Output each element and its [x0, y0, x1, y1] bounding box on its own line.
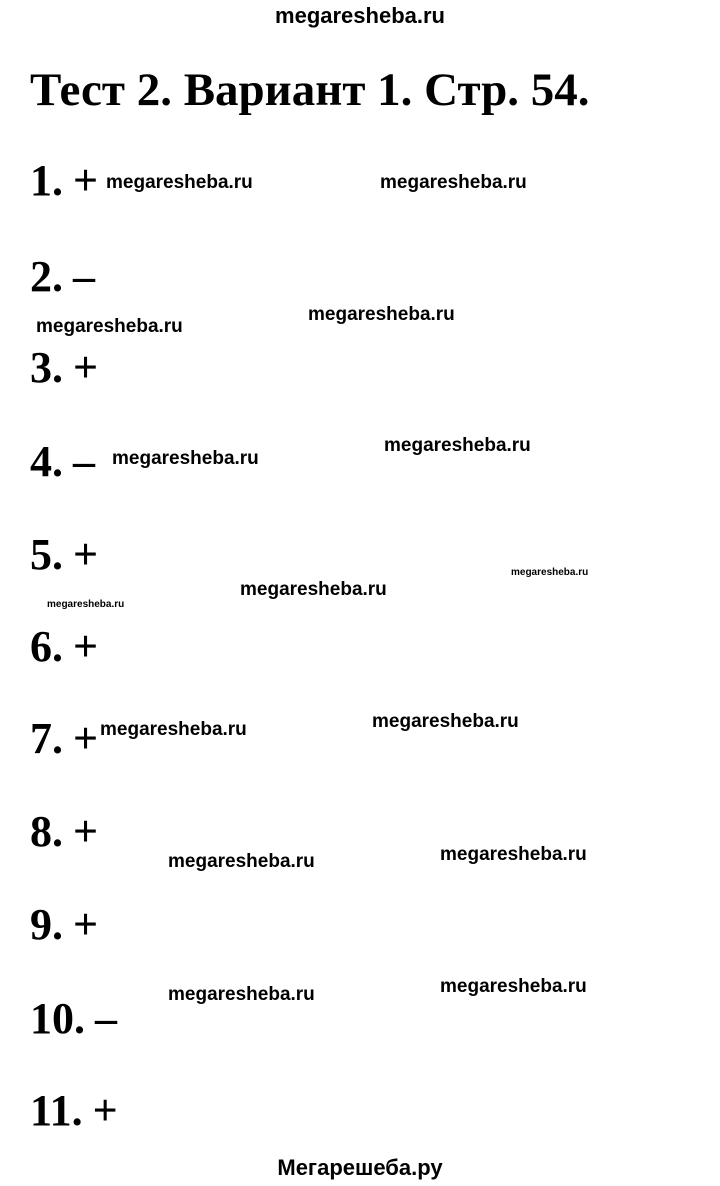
watermark: megaresheba.ru [384, 435, 531, 456]
answer-7 [30, 714, 98, 764]
answer-11 [30, 1086, 118, 1136]
answer-number: 7. [30, 714, 63, 763]
answer-sign: + [73, 900, 99, 949]
answer-3 [30, 343, 98, 393]
answer-2 [30, 252, 95, 302]
answer-4 [30, 437, 95, 487]
answer-number: 2. [30, 252, 63, 301]
answer-5 [30, 530, 98, 580]
watermark: megaresheba.ru [380, 172, 527, 193]
answer-number: 9. [30, 900, 63, 949]
watermark: megaresheba.ru [100, 719, 247, 740]
site-header-watermark: megaresheba.ru [275, 3, 445, 28]
answer-sign: + [92, 1086, 118, 1135]
watermark: megaresheba.ru [106, 172, 253, 193]
answer-number: 5. [30, 530, 63, 579]
watermark: megaresheba.ru [308, 304, 455, 325]
answer-number: 1. [30, 156, 63, 205]
watermark: megaresheba.ru [240, 579, 387, 600]
watermark-small: megaresheba.ru [47, 599, 125, 610]
watermark: megaresheba.ru [168, 984, 315, 1005]
watermark: megaresheba.ru [36, 316, 183, 337]
watermark: megaresheba.ru [440, 976, 587, 997]
answer-8 [30, 807, 98, 857]
answer-10 [30, 994, 117, 1044]
watermark: megaresheba.ru [168, 851, 315, 872]
answer-1 [30, 156, 98, 206]
answer-number: 8. [30, 807, 63, 856]
watermark-small: megaresheba.ru [511, 567, 589, 578]
answer-sign: + [73, 343, 99, 392]
answer-sign: – [73, 252, 95, 301]
page-title: Тест 2. Вариант 1. Стр. 54. [30, 64, 590, 116]
answer-6 [30, 622, 98, 672]
answer-sign: – [73, 437, 95, 486]
answer-sign: + [73, 530, 99, 579]
answer-sign: + [73, 156, 99, 205]
answer-sign: + [73, 622, 99, 671]
answer-number: 3. [30, 343, 63, 392]
answer-sign: + [73, 807, 99, 856]
watermark: megaresheba.ru [112, 448, 259, 469]
answer-9 [30, 900, 98, 950]
watermark: megaresheba.ru [440, 844, 587, 865]
answer-number: 4. [30, 437, 63, 486]
answer-number: 10. [30, 994, 85, 1043]
answer-sign: + [73, 714, 99, 763]
answer-number: 6. [30, 622, 63, 671]
answer-number: 11. [30, 1086, 83, 1135]
watermark: megaresheba.ru [372, 711, 519, 732]
answer-sign: – [95, 994, 117, 1043]
site-footer-watermark: Мегарешеба.ру [277, 1155, 443, 1180]
